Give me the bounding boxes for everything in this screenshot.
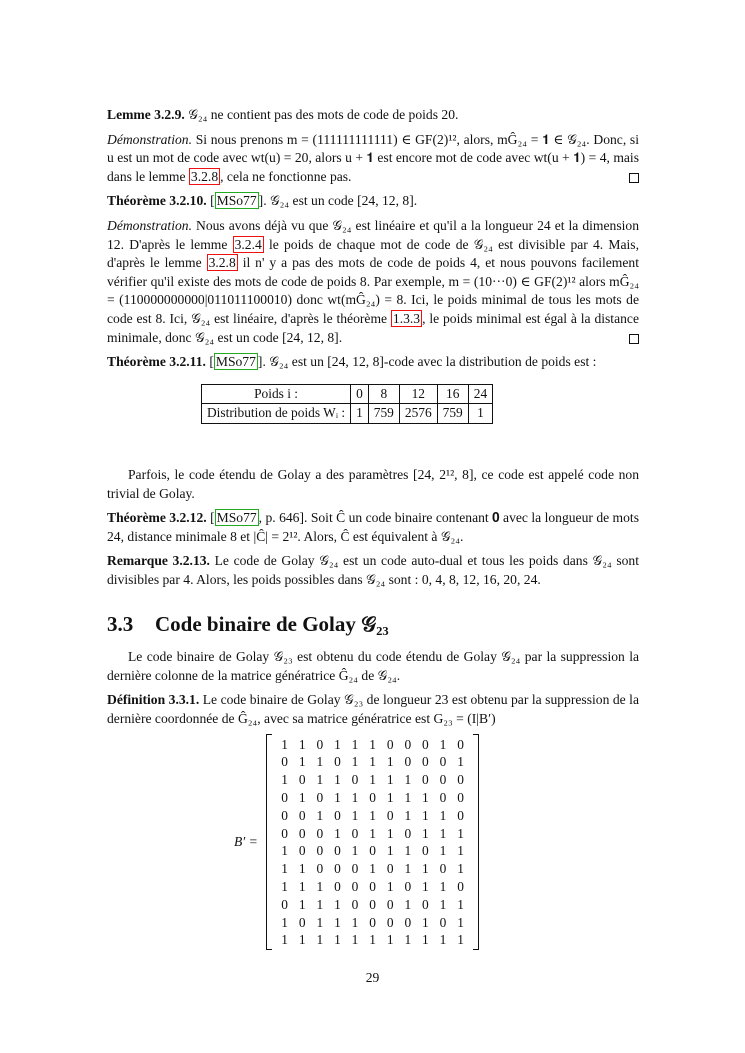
matrix-entry: 1 — [369, 772, 376, 788]
matrix-entry: 1 — [351, 807, 359, 823]
table-cell: 24 — [468, 384, 492, 404]
matrix-entry: 0 — [404, 754, 412, 770]
citation-link[interactable]: MSo77 — [216, 510, 257, 526]
matrix-entry: 1 — [281, 772, 288, 788]
matrix-entry: 0 — [439, 772, 447, 788]
matrix-entry: 0 — [404, 736, 412, 752]
matrix-entry: 0 — [439, 790, 447, 806]
matrix-entry: 0 — [439, 914, 447, 930]
matrix-entry: 0 — [369, 914, 376, 930]
matrix-entry: 1 — [422, 879, 429, 895]
matrix-entry: 1 — [457, 843, 464, 859]
matrix-entry: 1 — [334, 736, 341, 752]
matrix-entry: 0 — [316, 825, 324, 841]
matrix-entry: 0 — [369, 843, 376, 859]
matrix-entry: 1 — [386, 754, 394, 770]
matrix-entry: 1 — [386, 879, 394, 895]
matrix-entry: 1 — [439, 736, 447, 752]
matrix-entry: 0 — [281, 790, 288, 806]
matrix-entry: 1 — [369, 861, 376, 877]
matrix-entry: 1 — [298, 754, 306, 770]
table-cell: 2576 — [399, 404, 437, 424]
matrix-entry: 0 — [404, 825, 412, 841]
matrix-entry: 0 — [386, 896, 394, 912]
matrix-entry: 0 — [281, 825, 288, 841]
matrix-entry: 0 — [422, 896, 429, 912]
ref-link[interactable]: 1.3.3 — [392, 310, 421, 326]
matrix-entry: 1 — [369, 825, 376, 841]
matrix-entry: 1 — [386, 825, 394, 841]
matrix-entry: 0 — [439, 861, 447, 877]
remark-label: Remarque 3.2.13. — [107, 553, 210, 569]
matrix-entry: 0 — [334, 861, 341, 877]
matrix-entry: 0 — [281, 807, 288, 823]
table-header-cell: Distribution de poids Wᵢ : — [202, 404, 351, 424]
definition-text: Le code binaire de Golay 𝒢₂₃ de longueur 23 est obtenu par la suppression de la dernière coordonnée de Ĝ₂₄, avec sa matrice génératrice est G₂₃ = (I|B′) — [107, 692, 639, 726]
matrix-label: B′ = — [234, 834, 258, 850]
matrix-entry: 1 — [298, 736, 306, 752]
matrix-entry: 0 — [316, 736, 324, 752]
table-cell: 8 — [368, 384, 399, 404]
matrix-entry: 1 — [298, 861, 306, 877]
matrix-entry: 1 — [457, 896, 464, 912]
matrix-entry: 0 — [351, 896, 359, 912]
proof-2 — [107, 217, 639, 347]
matrix-entry: 0 — [298, 825, 306, 841]
weight-distribution-table — [201, 384, 493, 424]
theorem-label: Théorème 3.2.12. — [107, 510, 207, 526]
page-number: 29 — [365, 970, 380, 985]
matrix-entry: 0 — [298, 807, 306, 823]
theorem-text: . 𝒢₂₄ est un [24, 12, 8]-code avec la distribution de poids est : — [262, 354, 597, 370]
theorem-label: Théorème 3.2.10. — [107, 193, 207, 209]
matrix-entry: 0 — [281, 896, 288, 912]
matrix-entry: 1 — [351, 790, 359, 806]
matrix-entry: 0 — [404, 879, 412, 895]
matrix-entry: 1 — [316, 772, 324, 788]
matrix-entry: 0 — [334, 879, 341, 895]
matrix-entry: 1 — [404, 896, 412, 912]
proof-label: Démonstration. — [107, 217, 192, 233]
matrix-entry: 1 — [351, 843, 359, 859]
matrix-entry: 1 — [334, 790, 341, 806]
lemma-3-2-9 — [107, 106, 639, 125]
matrix-entry: 0 — [334, 843, 341, 859]
matrix-entry: 0 — [351, 879, 359, 895]
matrix-entry: 1 — [457, 754, 464, 770]
section-title: Code binaire de Golay 𝒢₂₃ — [155, 612, 389, 637]
theorem-text: . 𝒢₂₄ est un code [24, 12, 8]. — [263, 193, 418, 209]
matrix-entry: 1 — [316, 932, 324, 948]
matrix-entry: 1 — [439, 843, 447, 859]
theorem-text: . Soit Ĉ un code binaire contenant 𝟎 avec la longueur de mots 24, distance minimale 8 et |Ĉ| = 2¹². Alors, Ĉ est équivalent à 𝒢₂₄. — [107, 510, 639, 544]
matrix-entry: 1 — [404, 843, 412, 859]
matrix-entry: 0 — [457, 807, 464, 823]
table-cell: 759 — [368, 404, 399, 424]
table-cell: 1 — [351, 404, 369, 424]
qed-symbol — [629, 173, 639, 183]
matrix-entry: 1 — [369, 754, 376, 770]
matrix-entry: 1 — [386, 772, 394, 788]
table-cell: 759 — [437, 404, 468, 424]
matrix-entry: 1 — [457, 825, 464, 841]
matrix-entry: 0 — [316, 861, 324, 877]
proof-text: , cela ne fonctionne pas. — [220, 168, 352, 184]
proof-label: Démonstration. — [107, 131, 192, 147]
matrix-entry: 1 — [281, 861, 288, 877]
matrix-entry: 0 — [422, 772, 429, 788]
matrix-entry: 1 — [422, 790, 429, 806]
matrix-entry: 1 — [298, 932, 306, 948]
matrix-entry: 1 — [334, 932, 341, 948]
matrix-entry: 0 — [316, 843, 324, 859]
matrix-entry: 0 — [386, 914, 394, 930]
table-header-cell: Poids i : — [202, 384, 351, 404]
table-row — [202, 384, 493, 404]
citation-link[interactable]: MSo77 — [216, 193, 257, 209]
matrix-entry: 1 — [404, 861, 412, 877]
matrix-entry: 1 — [281, 843, 288, 859]
matrix-entry: 1 — [386, 932, 394, 948]
matrix-entry: 0 — [369, 879, 376, 895]
matrix-entry: 1 — [422, 861, 429, 877]
matrix-entry: 0 — [439, 754, 447, 770]
table-cell: 16 — [437, 384, 468, 404]
remark-3-2-13 — [107, 552, 639, 589]
matrix-entry: 0 — [386, 807, 394, 823]
matrix-entry: 0 — [457, 772, 464, 788]
matrix-entry: 0 — [386, 861, 394, 877]
matrix-grid — [272, 736, 474, 950]
matrix-entry: 1 — [316, 896, 324, 912]
matrix-entry: 1 — [334, 914, 341, 930]
matrix-entry: 0 — [334, 754, 341, 770]
ref-link[interactable]: 3.2.4 — [234, 236, 262, 252]
matrix-entry: 1 — [457, 932, 464, 948]
lemma-label: Lemme 3.2.9. — [107, 107, 185, 122]
matrix-entry: 0 — [351, 861, 359, 877]
citation-link[interactable]: MSo77 — [215, 354, 256, 370]
matrix-entry: 1 — [457, 914, 464, 930]
matrix-entry: 0 — [386, 736, 394, 752]
table-cell: 12 — [399, 384, 437, 404]
lemma-text: 𝒢₂₄ ne contient pas des mots de code de poids 20. — [188, 107, 459, 122]
citation-suffix: , p. 646] — [258, 510, 305, 526]
matrix-entry: 1 — [298, 896, 306, 912]
matrix-entry: 1 — [404, 790, 412, 806]
matrix-entry: 0 — [404, 914, 412, 930]
section-paragraph: Le code binaire de Golay 𝒢₂₃ est obtenu du code étendu de Golay 𝒢₂₄ par la suppression la dernière colonne de la matrice génératrice Ĝ₂₄ de 𝒢₂₄. — [107, 649, 639, 683]
ref-link[interactable]: 3.2.8 — [190, 168, 219, 184]
matrix-entry: 1 — [439, 896, 447, 912]
matrix-entry: 1 — [281, 932, 288, 948]
table-cell: 0 — [351, 384, 369, 404]
matrix-entry: 1 — [386, 790, 394, 806]
matrix-entry: 1 — [439, 932, 447, 948]
matrix-entry: 0 — [369, 896, 376, 912]
matrix-entry: 1 — [334, 772, 341, 788]
matrix-entry: 0 — [316, 790, 324, 806]
matrix-entry: 0 — [422, 843, 429, 859]
matrix-entry: 1 — [404, 932, 412, 948]
theorem-3-2-12: Théorème 3.2.12. [ MSo77 , p. 646]. Soit Ĉ un code binaire contenant 𝟎 avec la longueur de mots 24, distance minimale 8 et |Ĉ| = 2¹². Alors, Ĉ est équivalent à 𝒢₂₄. — [107, 510, 639, 544]
definition-3-3-1 — [107, 691, 639, 728]
matrix-entry: 0 — [457, 790, 464, 806]
matrix-entry: 1 — [316, 754, 324, 770]
matrix-entry: 1 — [281, 914, 288, 930]
theorem-label: Théorème 3.2.11. — [107, 354, 206, 370]
remark-text: Le code de Golay 𝒢₂₄ est un code auto-dual et tous les poids dans 𝒢₂₄ sont divisibles par 4. Alors, les poids possibles dans 𝒢₂₄ sont : 0, 4, 8, 12, 16, 20, 24. — [107, 553, 639, 587]
matrix-entry: 1 — [351, 914, 359, 930]
matrix-entry: 0 — [281, 754, 288, 770]
matrix-entry: 0 — [351, 772, 359, 788]
proof-text: Nous avons déjà vu que 𝒢₂₄ est linéaire et qu'il a la longueur 24 et la dimension 12. D'après le lemme — [107, 217, 640, 252]
matrix-entry: 1 — [351, 932, 359, 948]
matrix-entry: 1 — [316, 807, 324, 823]
matrix-entry: 0 — [422, 736, 429, 752]
matrix-entry: 1 — [386, 843, 394, 859]
matrix-entry: 1 — [439, 807, 447, 823]
matrix-entry: 1 — [369, 736, 376, 752]
matrix-entry: 0 — [298, 914, 306, 930]
section-heading — [107, 612, 639, 637]
matrix-entry: 0 — [351, 825, 359, 841]
matrix-entry: 0 — [298, 843, 306, 859]
matrix-entry: 0 — [422, 754, 429, 770]
matrix-entry: 1 — [281, 879, 288, 895]
page-body — [107, 106, 639, 950]
definition-label: Définition 3.3.1. — [107, 692, 200, 708]
matrix-entry: 0 — [369, 790, 376, 806]
proof-text: le poids de chaque mot de code de 𝒢₂₄ est divisible par 4. Mais, d'après le lemme — [107, 236, 639, 271]
table-row — [202, 404, 493, 424]
table-cell: 1 — [468, 404, 492, 424]
golay-paragraph: Parfois, le code étendu de Golay a des paramètres [24, 2¹², 8], ce code est appelé code non trivial de Golay. — [107, 466, 639, 501]
proof-text: Si nous prenons m = (111111111111) ∈ GF(2)¹², alors, mĜ₂₄ = 𝟏 ∈ 𝒢₂₄. Donc, si u est un mot de code avec wt(u) = 20, alors u + 𝟏 est encore mot de code avec wt(u + 𝟏) = 4, mais dans le lemme — [107, 131, 639, 184]
matrix-entry: 0 — [457, 879, 464, 895]
ref-link[interactable]: 3.2.8 — [208, 255, 236, 271]
matrix-b-prime — [234, 734, 639, 950]
matrix-entry: 1 — [404, 807, 412, 823]
theorem-3-2-10: Théorème 3.2.10. [ MSo77 ]. 𝒢₂₄ est un code [24, 12, 8]. — [107, 193, 418, 209]
matrix-entry: 1 — [369, 807, 376, 823]
matrix-entry: 1 — [439, 879, 447, 895]
matrix-entry: 1 — [298, 790, 306, 806]
matrix-entry: 1 — [351, 754, 359, 770]
matrix-entry: 0 — [334, 807, 341, 823]
matrix-entry: 1 — [334, 825, 341, 841]
right-bracket — [473, 734, 479, 950]
matrix-entry: 0 — [457, 736, 464, 752]
matrix-entry: 1 — [457, 861, 464, 877]
matrix-entry: 0 — [298, 772, 306, 788]
matrix-entry: 1 — [439, 825, 447, 841]
matrix-entry: 1 — [316, 914, 324, 930]
section-number: 3.3 — [107, 612, 134, 637]
matrix-entry: 1 — [422, 914, 429, 930]
qed-symbol — [629, 334, 639, 344]
matrix-entry: 1 — [369, 932, 376, 948]
matrix-entry: 1 — [298, 879, 306, 895]
matrix-entry: 1 — [334, 896, 341, 912]
matrix-entry: 1 — [422, 807, 429, 823]
matrix-entry: 1 — [351, 736, 359, 752]
matrix-entry: 1 — [316, 879, 324, 895]
matrix-entry: 1 — [281, 736, 288, 752]
proof-text: il n' y a pas des mots de code de poids 4, et nous pouvons facilement vérifier qu'il existe des mots de code de poids 8. Par exemple, m = (10···0) ∈ GF(2)¹² alors mĜ₂₄ = (110000000000|011011100010) donc wt(mĜ₂₄) = 8. Ici, le poids minimal de tous les mots de code est 8. Ici, 𝒢₂₄ est linéaire, d'après le théorème — [107, 255, 639, 326]
proof-1 — [107, 131, 639, 187]
matrix-entry: 1 — [422, 932, 429, 948]
matrix-entry: 1 — [404, 772, 412, 788]
matrix-entry: 1 — [422, 825, 429, 841]
proof-text: , le poids minimal est égal à la distance minimale, donc 𝒢₂₄ est un code [24, 12, 8]. — [107, 310, 639, 345]
theorem-3-2-11: Théorème 3.2.11. [ MSo77 ]. 𝒢₂₄ est un [24, 12, 8]-code avec la distribution de poids est : — [107, 354, 597, 370]
